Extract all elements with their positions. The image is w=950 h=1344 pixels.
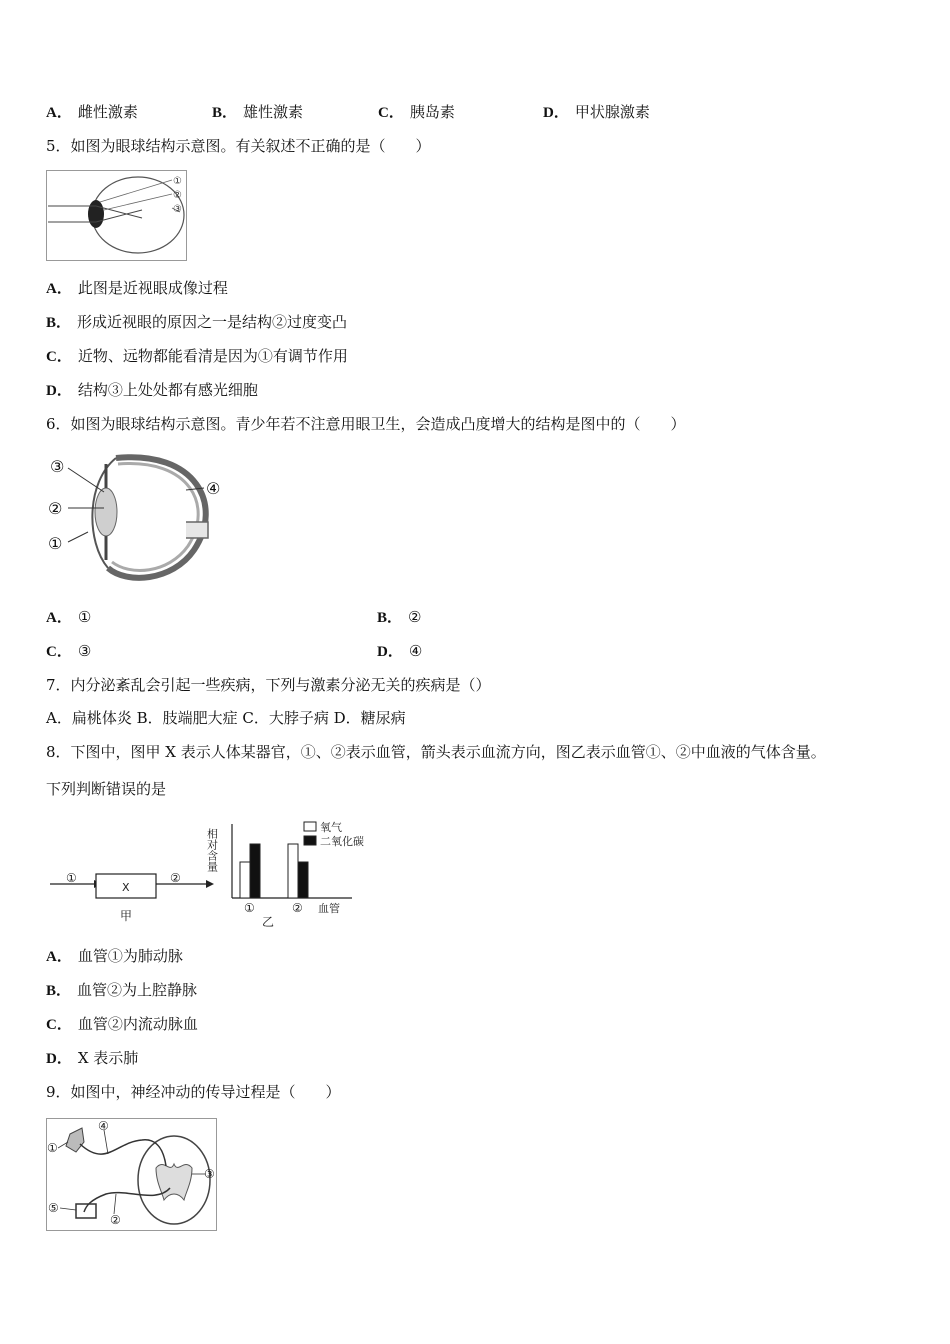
option-label: D． <box>543 105 569 121</box>
q5-stem: 5．如图为眼球结构示意图。有关叙述不正确的是（ ） <box>46 137 431 155</box>
q4-option-b <box>212 102 303 123</box>
vessel-out-label: ② <box>170 871 181 885</box>
option-text: ① <box>77 608 92 626</box>
option-text: 雄性激素 <box>243 103 304 121</box>
figure-label: ② <box>110 1213 121 1227</box>
option-label: D． <box>46 1051 72 1067</box>
figure-label: ③ <box>173 204 182 215</box>
sclera <box>108 457 206 578</box>
pointer-line <box>104 194 172 210</box>
efferent-nerve <box>84 1188 170 1212</box>
option-text: 血管②为上腔静脉 <box>77 981 198 999</box>
q8-bar-chart <box>206 820 365 929</box>
choroid <box>112 463 198 570</box>
option-text: X 表示肺 <box>77 1049 139 1067</box>
option-label: A． <box>46 281 72 297</box>
q5-option-c <box>46 346 348 367</box>
pointer-line <box>104 1130 108 1154</box>
option-text: ④ <box>408 642 423 660</box>
option-text: 近物、远物都能看清是因为①有调节作用 <box>77 347 348 365</box>
y-axis-label: 相对含量 <box>205 828 219 872</box>
pointer-line <box>114 1194 116 1214</box>
option-label: A． <box>46 105 72 121</box>
q4-option-d <box>543 102 650 123</box>
q5-option-a <box>46 278 228 299</box>
option-label: B． <box>46 983 72 999</box>
bar-oxygen-2 <box>288 844 298 898</box>
option-text: 雌性激素 <box>77 103 138 121</box>
legend-swatch-oxygen <box>304 822 316 831</box>
figure-label: ③ <box>204 1167 215 1181</box>
q8-option-b <box>46 980 197 1001</box>
option-label: B． <box>46 315 72 331</box>
q8-stem-line2: 下列判断错误的是 <box>46 780 167 798</box>
receptor <box>66 1128 84 1152</box>
figure-label: ① <box>47 1141 58 1155</box>
figure-label: ③ <box>50 457 65 476</box>
q9-reflex-arc-figure <box>46 1118 218 1232</box>
pointer-line <box>68 468 104 492</box>
option-text: 结构③上处处都有感光细胞 <box>77 381 258 399</box>
q8-stem-line1: 8．下图中，图甲 X 表示人体某器官，①、②表示血管，箭头表示血流方向，图乙表示血管①、②中血液的气体含量。 <box>46 743 826 761</box>
organ-label: X <box>122 881 130 894</box>
optic-nerve <box>186 522 208 538</box>
q4-option-a <box>46 102 138 123</box>
x-tick-label: ① <box>244 901 255 915</box>
x-axis-label: 血管 <box>318 902 340 915</box>
q7-options: A．扁桃体炎 B．肢端肥大症 C．大脖子病 D．糖尿病 <box>46 709 406 727</box>
q6-eye-figure <box>46 450 228 584</box>
option-label: B． <box>377 610 403 626</box>
q8-figure <box>46 818 386 930</box>
option-text: 胰岛素 <box>409 103 455 121</box>
vessel-in-label: ① <box>66 871 77 885</box>
q8-option-c <box>46 1014 198 1035</box>
figure-label: ⑤ <box>48 1201 59 1215</box>
effector <box>76 1204 96 1218</box>
legend-label-oxygen: 氧气 <box>320 821 342 834</box>
option-text: ② <box>408 608 422 626</box>
figure-label: ① <box>173 176 182 187</box>
eyeball-outline <box>92 177 184 253</box>
option-label: A． <box>46 949 72 965</box>
option-text: ③ <box>77 642 92 660</box>
q6-option-b <box>377 607 421 628</box>
figure-label: ④ <box>206 479 221 498</box>
pointer-line <box>68 532 88 542</box>
q7-stem: 7．内分泌紊乱会引起一些疾病，下列与激素分泌无关的疾病是（） <box>46 676 491 694</box>
option-text: 甲状腺激素 <box>574 103 650 121</box>
option-text: 血管①为肺动脉 <box>77 947 183 965</box>
caption-right: 乙 <box>262 915 275 929</box>
lens <box>95 488 117 536</box>
q6-stem: 6．如图为眼球结构示意图。青少年若不注意用眼卫生，会造成凸度增大的结构是图中的（ ） <box>46 415 686 433</box>
bar-co2-1 <box>250 844 260 898</box>
q5-eye-figure <box>46 170 188 262</box>
q8-option-d <box>46 1048 138 1069</box>
option-text: 此图是近视眼成像过程 <box>77 279 228 297</box>
lens <box>88 200 104 228</box>
option-label: B． <box>212 105 238 121</box>
q8-option-a <box>46 946 183 967</box>
q4-option-c <box>378 102 455 123</box>
gray-matter <box>156 1164 192 1200</box>
caption-left: 甲 <box>120 909 133 923</box>
option-text: 血管②内流动脉血 <box>77 1015 198 1033</box>
figure-label: ① <box>48 534 63 553</box>
bar-oxygen-1 <box>240 862 250 898</box>
q5-option-b <box>46 312 347 333</box>
legend-label-co2: 二氧化碳 <box>320 835 364 848</box>
figure-label: ② <box>48 499 63 518</box>
option-label: D． <box>46 383 72 399</box>
option-text: 形成近视眼的原因之一是结构②过度变凸 <box>77 313 348 331</box>
figure-label: ② <box>173 190 182 201</box>
q9-stem: 9．如图中，神经冲动的传导过程是（ ） <box>46 1083 341 1101</box>
q5-option-d <box>46 380 258 401</box>
pointer-line <box>60 1208 76 1210</box>
q6-option-a <box>46 607 91 628</box>
option-label: A． <box>46 610 72 626</box>
figure-label: ④ <box>98 1119 109 1133</box>
q6-option-c <box>46 641 91 662</box>
option-label: C． <box>46 349 72 365</box>
arrow-head <box>206 880 214 888</box>
option-label: D． <box>377 644 403 660</box>
option-label: C． <box>46 644 72 660</box>
bar-co2-2 <box>298 862 308 898</box>
legend-swatch-co2 <box>304 836 316 845</box>
x-tick-label: ② <box>292 901 303 915</box>
option-label: C． <box>46 1017 72 1033</box>
pointer-line <box>100 180 172 202</box>
option-label: C． <box>378 105 404 121</box>
q6-option-d <box>377 641 422 662</box>
